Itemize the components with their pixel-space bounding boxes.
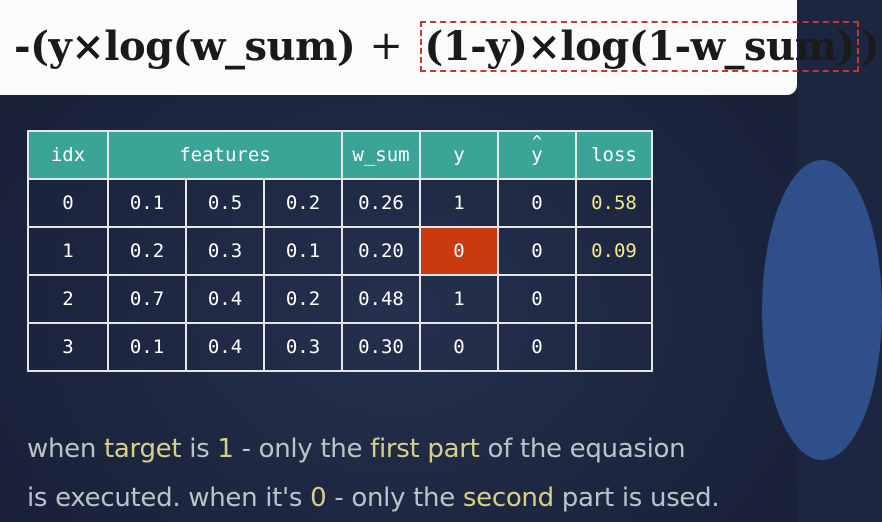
header-idx: idx xyxy=(28,131,108,179)
cell-idx: 2 xyxy=(28,275,108,323)
cell-loss xyxy=(576,275,652,323)
formula-part1: -(y×log(w_sum) xyxy=(14,22,356,70)
formula-close-paren: ) xyxy=(860,22,880,70)
cell-w-sum: 0.48 xyxy=(342,275,420,323)
caption-highlight: first xyxy=(370,434,420,464)
caption-line-1 xyxy=(27,434,685,464)
table-row xyxy=(28,275,652,323)
caption-text: is xyxy=(181,434,218,464)
cell-loss xyxy=(576,323,652,371)
caption-highlight: 0 xyxy=(310,483,327,513)
loss-table xyxy=(27,130,653,372)
cell-loss: 0.09 xyxy=(576,227,652,275)
header-features: features xyxy=(108,131,342,179)
cell-idx: 0 xyxy=(28,179,108,227)
caption-highlight: 1 xyxy=(217,434,234,464)
cell-feature: 0.3 xyxy=(264,323,342,371)
cell-idx: 3 xyxy=(28,323,108,371)
header-loss: loss xyxy=(576,131,652,179)
cell-loss: 0.58 xyxy=(576,179,652,227)
cell-y-hat: 0 xyxy=(498,179,576,227)
y-hat-symbol: ^ y xyxy=(531,144,542,166)
cell-y: 0 xyxy=(420,323,498,371)
cell-feature: 0.7 xyxy=(108,275,186,323)
cell-feature: 0.1 xyxy=(264,227,342,275)
cell-y-hat: 0 xyxy=(498,323,576,371)
presenter-silhouette xyxy=(762,160,882,460)
cell-y-hat: 0 xyxy=(498,227,576,275)
cell-w-sum: 0.20 xyxy=(342,227,420,275)
loss-formula xyxy=(14,10,879,82)
caption-text: of the equasion xyxy=(479,434,686,464)
cell-y: 1 xyxy=(420,179,498,227)
cell-w-sum: 0.26 xyxy=(342,179,420,227)
table-row xyxy=(28,227,652,275)
caption-text: when xyxy=(27,434,104,464)
table-row xyxy=(28,323,652,371)
cell-feature: 0.2 xyxy=(108,227,186,275)
header-y-hat xyxy=(498,131,576,179)
caption-text: part is used. xyxy=(553,483,720,513)
caption-line-2 xyxy=(27,483,719,513)
cell-feature: 0.2 xyxy=(264,275,342,323)
table-row xyxy=(28,179,652,227)
cell-feature: 0.1 xyxy=(108,323,186,371)
formula-bar xyxy=(0,0,880,95)
caption-text: - only the xyxy=(233,434,371,464)
cell-y: 1 xyxy=(420,275,498,323)
formula-part2-highlighted: (1-y)×log(1-w_sum) xyxy=(420,21,859,72)
header-y: y xyxy=(420,131,498,179)
formula-plus: + xyxy=(369,23,403,69)
caption-highlight: part xyxy=(427,434,480,464)
cell-feature: 0.4 xyxy=(186,323,264,371)
caption-highlight: second xyxy=(462,483,554,513)
cell-y-hat: 0 xyxy=(498,275,576,323)
cell-idx: 1 xyxy=(28,227,108,275)
table-header-row xyxy=(28,131,652,179)
caption-highlight: target xyxy=(103,434,182,464)
header-w-sum: w_sum xyxy=(342,131,420,179)
cell-feature: 0.3 xyxy=(186,227,264,275)
cell-w-sum: 0.30 xyxy=(342,323,420,371)
caption-text: - only the xyxy=(326,483,463,513)
cell-y-highlighted: 0 xyxy=(420,227,498,275)
cell-feature: 0.4 xyxy=(186,275,264,323)
cell-feature: 0.5 xyxy=(186,179,264,227)
cell-feature: 0.1 xyxy=(108,179,186,227)
cell-feature: 0.2 xyxy=(264,179,342,227)
caption-text: is executed. when it's xyxy=(27,483,311,513)
